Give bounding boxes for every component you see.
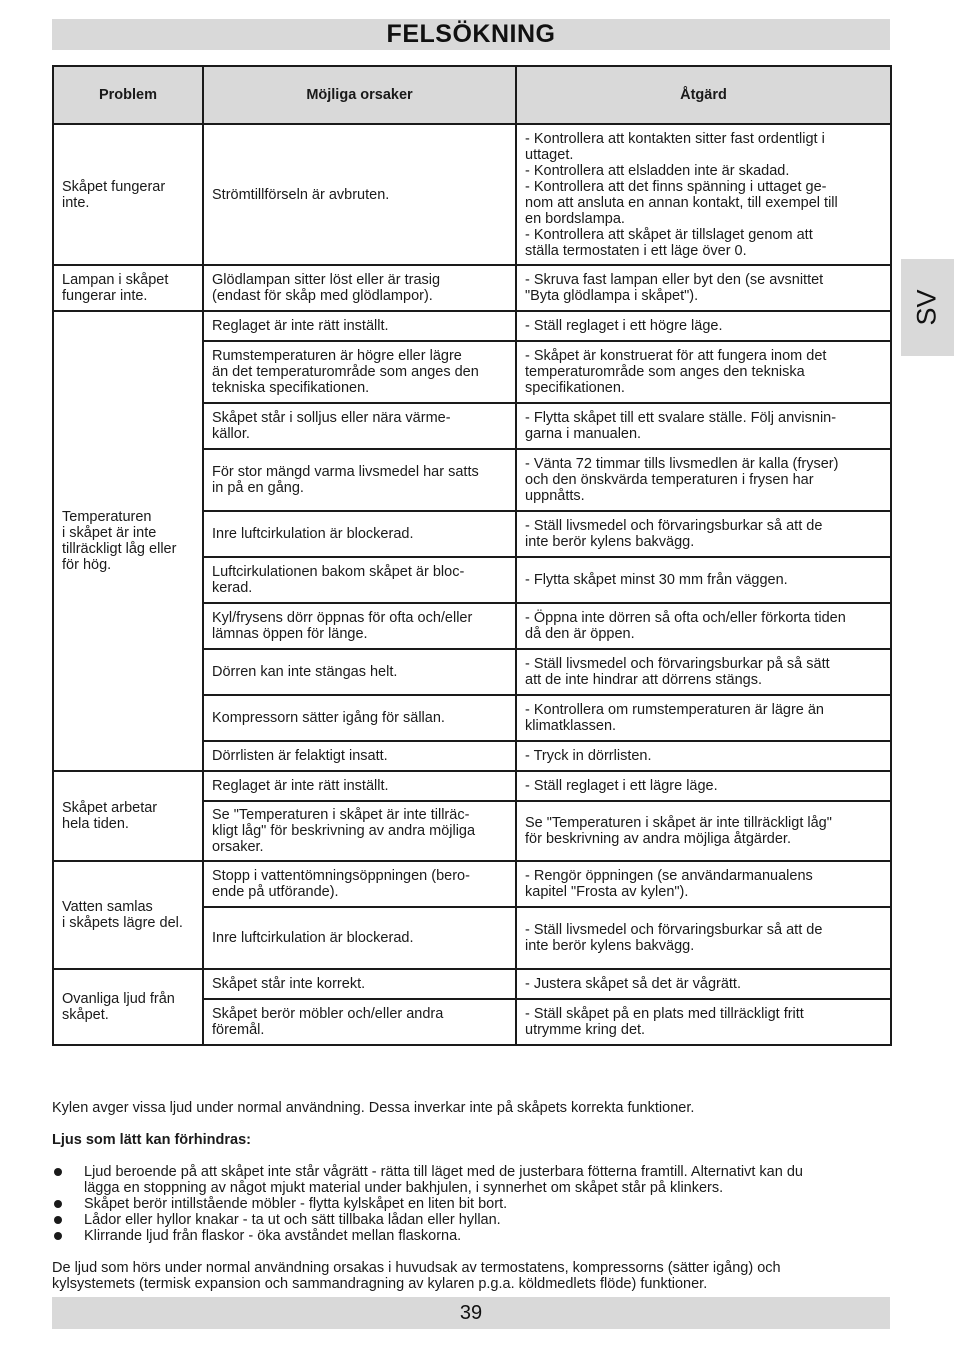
bullet-dot-icon — [54, 1232, 62, 1240]
bullet-dot-icon — [54, 1168, 62, 1176]
problem-cell: Skåpet arbetar hela tiden. — [53, 771, 203, 861]
cause-cell: Skåpet berör möbler och/eller andra föremål. — [203, 999, 516, 1045]
bullet-dot-icon — [54, 1216, 62, 1224]
action-cell: Se "Temperaturen i skåpet är inte tillräckligt låg" för beskrivning av andra möjliga åtgärder. — [516, 801, 891, 861]
cause-cell: Glödlampan sitter löst eller är trasig (endast för skåp med glödlampor). — [203, 265, 516, 311]
notes-closing: De ljud som hörs under normal användning orsakas i huvudsak av termostatens, kompressorns (sätter igång) och kylsystemets (termisk expansion och sammandragning av kylaren p.g.a. köldmedlets flöde) funktioner. — [52, 1260, 781, 1292]
title-bar — [52, 19, 890, 50]
notes-bullet-list — [52, 1164, 890, 1244]
action-cell: - Ställ livsmedel och förvaringsburkar på så sätt att de inte hindrar att dörrens stängs. — [516, 649, 891, 695]
table-row — [53, 265, 891, 311]
bullet-item: Ljud beroende på att skåpet inte står vågrätt - rätta till läget med de justerbara fötterna framtill. Alternativt kan du lägga en stoppning av något mjukt material under bakhjulen, i synnerhet om skåpet står på klinkers. — [52, 1164, 890, 1196]
bullet-item: Skåpet berör intillstående möbler - flytta kylskåpet en liten bit bort. — [52, 1196, 890, 1212]
action-cell: - Flytta skåpet till ett svalare ställe. Följ anvisnin- garna i manualen. — [516, 403, 891, 449]
action-cell: - Ställ livsmedel och förvaringsburkar så att de inte berör kylens bakvägg. — [516, 511, 891, 557]
cause-cell: Reglaget är inte rätt inställt. — [203, 771, 516, 801]
cause-cell: Strömtillförseln är avbruten. — [203, 124, 516, 265]
troubleshooting-table — [52, 65, 892, 1046]
cause-cell: Skåpet står i solljus eller nära värme- källor. — [203, 403, 516, 449]
action-cell: - Ställ skåpet på en plats med tillräckligt fritt utrymme kring det. — [516, 999, 891, 1045]
action-cell: - Kontrollera att kontakten sitter fast ordentligt i uttaget. - Kontrollera att elsladden inte är skadad. - Kontrollera att det finns spänning i uttaget ge- nom att ansluta en annan kontakt, till exempel till en bordslampa. - Kontrollera att skåpet är tillslaget genom att ställa termostaten i ett läge över 0. — [516, 124, 891, 265]
page-title: FELSÖKNING — [386, 20, 556, 48]
notes-intro: Kylen avger vissa ljud under normal användning. Dessa inverkar inte på skåpets korrekta funktioner. — [52, 1100, 695, 1116]
action-cell: - Flytta skåpet minst 30 mm från väggen. — [516, 557, 891, 603]
bullet-item: Klirrande ljud från flaskor - öka avståndet mellan flaskorna. — [52, 1228, 890, 1244]
cause-cell: Stopp i vattentömningsöppningen (bero- ende på utförande). — [203, 861, 516, 907]
language-label: SV — [912, 289, 942, 326]
cause-cell: Dörren kan inte stängas helt. — [203, 649, 516, 695]
column-header-causes: Möjliga orsaker — [203, 66, 516, 124]
action-cell: - Skåpet är konstruerat för att fungera inom det temperaturområde som anges den tekniska specifikationen. — [516, 341, 891, 403]
cause-cell: Rumstemperaturen är högre eller lägre än det temperaturområde som anges den tekniska specifikationen. — [203, 341, 516, 403]
table-row — [53, 969, 891, 999]
action-cell: - Öppna inte dörren så ofta och/eller förkorta tiden då den är öppen. — [516, 603, 891, 649]
problem-cell: Vatten samlas i skåpets lägre del. — [53, 861, 203, 969]
footer-bar — [52, 1297, 890, 1329]
cause-cell: Kyl/frysens dörr öppnas för ofta och/eller lämnas öppen för länge. — [203, 603, 516, 649]
table-header-row — [53, 66, 891, 124]
table-row — [53, 861, 891, 907]
problem-cell: Skåpet fungerar inte. — [53, 124, 203, 265]
problem-cell: Temperaturen i skåpet är inte tillräckligt låg eller för hög. — [53, 311, 203, 771]
column-header-action: Åtgärd — [516, 66, 891, 124]
column-header-problem: Problem — [53, 66, 203, 124]
table-row — [53, 124, 891, 265]
action-cell: - Ställ livsmedel och förvaringsburkar så att de inte berör kylens bakvägg. — [516, 907, 891, 969]
action-cell: - Vänta 72 timmar tills livsmedlen är kalla (fryser) och den önskvärda temperaturen i frysen har uppnåtts. — [516, 449, 891, 511]
table-row — [53, 311, 891, 341]
action-cell: - Kontrollera om rumstemperaturen är lägre än klimatklassen. — [516, 695, 891, 741]
action-cell: - Ställ reglaget i ett lägre läge. — [516, 771, 891, 801]
table-row — [53, 771, 891, 801]
cause-cell: Inre luftcirkulation är blockerad. — [203, 511, 516, 557]
cause-cell: Reglaget är inte rätt inställt. — [203, 311, 516, 341]
action-cell: - Ställ reglaget i ett högre läge. — [516, 311, 891, 341]
cause-cell: Kompressorn sätter igång för sällan. — [203, 695, 516, 741]
problem-cell: Lampan i skåpet fungerar inte. — [53, 265, 203, 311]
page-number: 39 — [459, 1301, 483, 1324]
problem-cell: Ovanliga ljud från skåpet. — [53, 969, 203, 1045]
action-cell: - Tryck in dörrlisten. — [516, 741, 891, 771]
bullet-item: Lådor eller hyllor knakar - ta ut och sätt tillbaka lådan eller hyllan. — [52, 1212, 890, 1228]
bullet-dot-icon — [54, 1200, 62, 1208]
cause-cell: Dörrlisten är felaktigt insatt. — [203, 741, 516, 771]
action-cell: - Skruva fast lampan eller byt den (se avsnittet "Byta glödlampa i skåpet"). — [516, 265, 891, 311]
cause-cell: Luftcirkulationen bakom skåpet är bloc- kerad. — [203, 557, 516, 603]
action-cell: - Justera skåpet så det är vågrätt. — [516, 969, 891, 999]
notes-heading: Ljus som lätt kan förhindras: — [52, 1132, 251, 1148]
language-tab — [901, 259, 954, 356]
noise-notes — [52, 1100, 890, 1292]
cause-cell: Inre luftcirkulation är blockerad. — [203, 907, 516, 969]
cause-cell: För stor mängd varma livsmedel har satts in på en gång. — [203, 449, 516, 511]
cause-cell: Skåpet står inte korrekt. — [203, 969, 516, 999]
action-cell: - Rengör öppningen (se användarmanualens kapitel "Frosta av kylen"). — [516, 861, 891, 907]
cause-cell: Se "Temperaturen i skåpet är inte tillräc- kligt låg" för beskrivning av andra möjliga orsaker. — [203, 801, 516, 861]
